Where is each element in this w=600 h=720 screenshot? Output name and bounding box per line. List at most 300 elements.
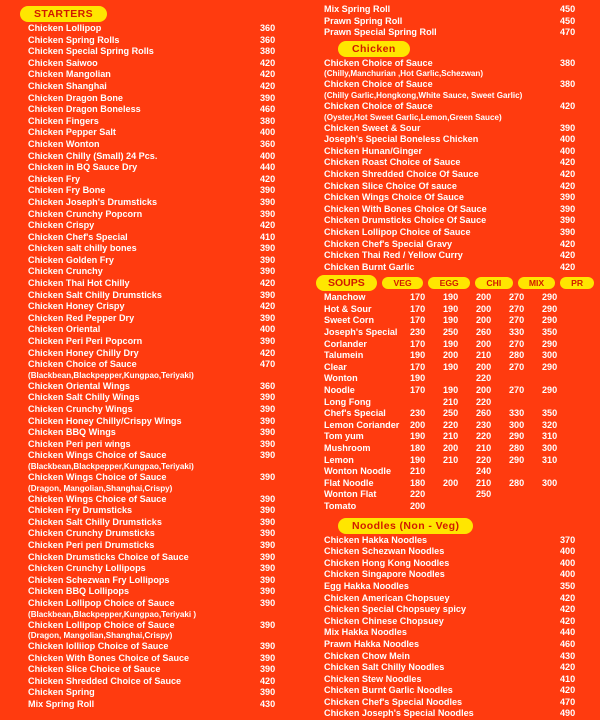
menu-item-name: Chicken Red Pepper Dry [28,312,135,323]
section-header-starters: STARTERS [20,6,107,22]
soup-price [542,489,572,501]
menu-item-row [302,134,594,146]
menu-item-price: 390 [260,597,276,608]
soup-price [542,373,572,385]
soup-name: Wonton Noodle [324,466,392,477]
menu-item-row [302,616,594,628]
menu-item-row [6,104,294,116]
menu-item-row [6,641,294,653]
soup-price: 270 [509,385,525,396]
menu-item-row [6,586,294,598]
menu-item-price: 420 [260,80,276,91]
menu-item-price: 390 [260,208,276,219]
menu-item-price: 400 [560,557,576,568]
menu-item-row [302,204,594,216]
menu-item-name: Chicken Spring Rolls [28,34,120,45]
menu-item-row [6,552,294,564]
menu-item-price: 420 [260,220,276,231]
menu-item-row [6,505,294,517]
menu-item-name: Chicken Wings Choice of Sauce [28,450,167,461]
menu-item-name: Chicken Hong Kong Noodles [324,557,450,568]
menu-item-name: Chicken Drumsticks Choice of Sauce [28,551,189,562]
soup-name: Long Fong [324,396,371,407]
menu-item-row [6,416,294,428]
menu-item-row [6,472,294,484]
soup-price: 200 [476,361,492,372]
soup-price: 220 [476,373,492,384]
menu-item-price: 390 [260,528,276,539]
menu-item-name: Chicken Hunan/Ginger [324,145,423,156]
soup-price: 270 [509,338,525,349]
menu-item-name: Chicken With Bones Choice Of Sauce [324,203,487,214]
soups-col-chi: CHI [475,277,513,289]
menu-item-price: 400 [560,145,576,156]
menu-item-row [302,16,594,28]
soup-price: 270 [509,315,525,326]
menu-item-row [6,699,294,711]
menu-item-name: Chicken Chef's Special Noodles [324,696,463,707]
menu-item-row [302,157,594,169]
menu-item-row [6,232,294,244]
soup-price: 230 [410,408,426,419]
soups-col-pr: PR [560,277,594,289]
menu-item-row [302,239,594,251]
menu-item-price: 390 [260,586,276,597]
menu-item-row [302,651,594,663]
menu-item-name: Chicken salt chilly bones [28,243,137,254]
menu-item-name: Chicken Fry Bone [28,185,106,196]
menu-item-name: Chicken Choice of Sauce [324,100,433,111]
soup-name: Tom yum [324,431,364,442]
menu-item-row [302,58,594,70]
soup-price: 330 [509,327,525,338]
menu-item-row [6,575,294,587]
menu-item-row [302,546,594,558]
menu-item-note: (Blackbean,Blackpepper,Kungpao,Teriyaki) [28,370,194,380]
soup-row [302,350,594,362]
soup-price [443,466,476,478]
soup-price: 170 [410,303,426,314]
soup-price [509,489,542,501]
menu-item-price: 380 [260,46,276,57]
soup-price: 280 [509,443,525,453]
menu-item-price: 440 [560,627,576,638]
soup-price: 290 [542,338,558,349]
soup-price: 190 [443,292,459,303]
menu-item-name: Chicken Crunchy [28,266,103,277]
soup-price: 190 [443,385,459,396]
soup-price: 200 [476,315,492,326]
menu-columns [6,4,594,720]
menu-item-name: Mix Spring Roll [28,699,95,710]
soup-price: 270 [509,303,525,314]
soup-row [302,362,594,374]
menu-item-note: (Chilly,Manchurian ,Hot Garlic,Schezwan) [324,69,484,79]
soup-price: 310 [542,454,558,465]
spring-rolls-list [302,4,594,39]
soup-price: 190 [443,338,459,349]
soup-price: 220 [476,431,492,442]
menu-item-row [302,101,594,113]
menu-item-name: Chicken Chef's Special [28,231,128,242]
menu-item-name: Chicken Oriental [28,324,101,335]
menu-item-row [6,381,294,393]
menu-item-price: 390 [260,516,276,527]
menu-item-name: Chicken Golden Fry [28,254,114,265]
menu-item-price: 400 [560,546,576,557]
menu-item-price: 460 [560,638,576,649]
menu-item-price: 390 [260,551,276,562]
soup-price: 230 [410,327,426,338]
menu-item-price: 390 [260,312,276,323]
right-column [302,4,594,720]
menu-item-price: 470 [560,27,576,38]
menu-item-row [302,250,594,262]
soup-price: 190 [410,350,426,361]
menu-item-price: 420 [560,685,576,696]
menu-item-row [6,676,294,688]
menu-item-row [6,46,294,58]
menu-item-name: Chicken Crunchy Drumsticks [28,528,155,539]
menu-item-row [6,427,294,439]
menu-item-price: 410 [560,673,576,684]
soup-price: 330 [509,408,525,419]
menu-item-name: Chicken Salt Chilly Drumsticks [28,516,162,527]
menu-item-price: 390 [260,664,276,675]
soup-price: 190 [410,431,426,442]
menu-item-name: Chicken Mangolian [28,69,111,80]
menu-item-price: 420 [560,615,576,626]
menu-item-row [6,185,294,197]
soup-price: 180 [410,443,426,453]
menu-item-row [6,174,294,186]
soup-price: 210 [443,431,459,442]
menu-item-name: Chicken Fry [28,173,81,184]
soup-price [443,501,476,513]
menu-item-row [6,517,294,529]
menu-item-price: 390 [260,619,276,630]
soup-price: 220 [443,419,459,430]
menu-item-row [6,116,294,128]
soup-price: 250 [443,327,459,338]
menu-item-row [6,348,294,360]
soup-name: Lemon Coriander [324,419,400,430]
soup-row [302,420,594,432]
menu-item-price: 390 [260,92,276,103]
menu-item-row [6,127,294,139]
menu-item-name: Chicken Chilly (Small) 24 Pcs. [28,150,158,161]
menu-item-name: Chicken Peri Peri Popcorn [28,336,143,347]
menu-item-row [6,687,294,699]
menu-item-name: Egg Hakka Noodles [324,580,409,591]
menu-item-price: 380 [560,79,576,90]
menu-item-price: 400 [260,324,276,335]
menu-item-note: (Dragon, Mangolian,Shanghai,Crispy) [28,631,173,641]
soup-name: Clear [324,361,347,372]
soup-name: Chef's Special [324,408,386,419]
menu-item-row [302,79,594,91]
soup-price [509,397,542,409]
soup-name: Sweet Corn [324,315,375,326]
menu-item-price: 420 [260,278,276,289]
menu-item-row [6,209,294,221]
menu-item-row [6,653,294,665]
menu-item-row [302,123,594,135]
menu-item-row [6,359,294,371]
soups-col-veg: VEG [382,277,424,289]
menu-item-name: Chicken Crispy [28,220,95,231]
menu-item-row [302,181,594,193]
menu-item-name: Chicken Singapore Noodles [324,569,445,580]
menu-item-price: 390 [260,404,276,414]
menu-item-name: Chicken Hakka Noodles [324,534,428,545]
menu-item-name: Prawn Spring Roll [324,15,403,26]
section-header-noodles: Noodles (Non - Veg) [338,518,473,534]
soup-name: Manchow [324,292,366,303]
menu-item-name: Chicken Oriental Wings [28,380,130,391]
soup-price [410,397,443,409]
menu-item-price: 420 [560,592,576,603]
soup-price [443,489,476,501]
soups-list [302,292,594,512]
menu-item-name: Chicken Crunchy Lollipops [28,563,146,574]
menu-item-price: 420 [560,100,576,111]
menu-item-row [6,528,294,540]
menu-item-row [6,23,294,35]
menu-item-price: 390 [560,226,576,237]
soups-header-row [302,275,594,291]
soup-price: 200 [443,350,459,361]
menu-item-name: Chicken Burnt Garlic Noodles [324,685,453,696]
soup-price: 290 [542,315,558,326]
soup-name: Flat Noodle [324,477,374,488]
soup-row [302,501,594,513]
menu-item-row [6,664,294,676]
soup-name: Mushroom [324,443,371,453]
menu-item-price: 400 [260,127,276,138]
menu-item-price: 390 [260,574,276,585]
noodles-list [302,535,594,720]
menu-item-row [302,581,594,593]
menu-item-name: Chicken Special Spring Rolls [28,46,154,57]
menu-item-name: Chicken Shredded Choice Of Sauce [324,168,479,179]
menu-item-name: Chicken Fingers [28,115,99,126]
menu-item-name: Chicken BBQ Wings [28,427,116,438]
menu-item-price: 360 [260,23,276,33]
soup-price: 220 [476,396,492,407]
soup-name: Hot & Sour [324,303,372,314]
menu-item-price: 390 [260,493,276,504]
menu-item-name: Chicken Salt Chilly Wings [28,392,140,403]
soup-price: 250 [443,408,459,419]
menu-item-row [302,227,594,239]
menu-item-name: Chicken Chow Mein [324,650,410,661]
menu-item-name: Chicken Saiwoo [28,57,98,68]
menu-item-name: Chicken Peri peri Drumsticks [28,539,155,550]
menu-item-row [6,278,294,290]
soup-price: 200 [476,292,492,303]
menu-item-row [6,598,294,610]
soup-price: 270 [509,361,525,372]
menu-item-price: 470 [260,359,276,370]
menu-item-row [6,81,294,93]
menu-item-name: Chicken lolliiop Choice of Sauce [28,641,169,652]
menu-item-row [6,620,294,632]
menu-item-note: (Chilly Garlic,Hongkong,White Sauce, Sweet Garlic) [324,90,523,100]
soup-price: 290 [509,454,525,465]
menu-item-price: 390 [260,185,276,196]
menu-item-name: Chicken Lollipop Choice of Sauce [28,619,175,630]
menu-item-name: Chicken Salt Chilly Noodles [324,662,445,673]
menu-item-row [302,697,594,709]
menu-item-price: 390 [260,415,276,426]
soup-price: 200 [443,443,459,453]
soup-price [542,466,572,478]
menu-item-price: 440 [260,162,276,173]
menu-item-price: 420 [560,261,576,272]
menu-item-row [302,4,594,16]
menu-item-price: 410 [260,231,276,242]
menu-item-price: 360 [260,138,276,149]
menu-item-price: 380 [560,57,576,68]
menu-item-price: 390 [260,641,276,652]
soup-price: 300 [542,350,558,361]
menu-item-row [6,290,294,302]
menu-item-row [302,674,594,686]
soup-price: 290 [509,431,525,442]
menu-item-note: (Dragon, Mangolian,Shanghai,Crispy) [28,483,173,493]
soup-price: 200 [476,338,492,349]
soup-price: 290 [542,385,558,396]
soup-price [542,397,572,409]
menu-item-name: Chicken in BQ Sauce Dry [28,162,138,173]
soup-price: 320 [542,419,558,430]
soup-row [302,431,594,443]
soup-price: 170 [410,361,426,372]
soup-name: Tomato [324,500,357,511]
menu-item-price: 390 [260,471,276,482]
menu-item-name: Chicken Thai Red / Yellow Curry [324,250,463,261]
menu-item-name: Chicken With Bones Choice of Sauce [28,652,190,663]
section-header-soups: SOUPS [316,275,377,291]
menu-item-name: Chicken Wings Choice Of Sauce [324,192,464,203]
menu-item-name: Chicken Dragon Boneless [28,104,141,115]
soup-price: 200 [410,419,426,430]
menu-item-price: 420 [560,250,576,261]
menu-item-row [302,604,594,616]
menu-item-price: 470 [560,696,576,707]
soup-price: 310 [542,431,558,442]
menu-item-row [6,151,294,163]
soup-row [302,466,594,478]
menu-item-price: 390 [260,450,276,461]
soup-price [443,373,476,385]
soup-price: 300 [509,419,525,430]
soup-price: 300 [542,477,558,488]
menu-item-name: Chicken Lollipop [28,23,102,33]
menu-item-row [6,404,294,416]
left-column [6,4,294,720]
menu-item-row [302,146,594,158]
menu-item-price: 390 [260,652,276,663]
menu-item-price: 420 [560,238,576,249]
menu-item-name: Chicken Lollipop Choice of Sauce [28,597,175,608]
menu-item-price: 360 [260,380,276,391]
soup-price: 210 [410,466,426,477]
soup-price: 350 [542,327,558,338]
menu-item-name: Chicken Schezwan Noodles [324,546,445,557]
menu-item-price: 390 [260,563,276,574]
menu-item-row [6,93,294,105]
menu-item-price: 420 [260,347,276,358]
menu-item-price: 420 [560,168,576,179]
soup-row [302,489,594,501]
menu-item-price: 460 [260,104,276,115]
soup-row [302,339,594,351]
menu-item-name: Chicken Slice Choice of Sauce [28,664,161,675]
menu-item-price: 420 [560,662,576,673]
menu-item-price: 390 [560,192,576,203]
soup-name: Wonton Flat [324,489,377,500]
menu-item-name: Chicken Spring [28,687,95,698]
menu-item-price: 390 [560,203,576,214]
menu-item-row [302,215,594,227]
menu-item-name: Prawn Special Spring Roll [324,27,437,38]
menu-item-row [302,535,594,547]
menu-item-row [6,301,294,313]
soup-price: 260 [476,327,492,338]
soup-row [302,304,594,316]
menu-item-row [6,255,294,267]
menu-item-row [302,685,594,697]
menu-item-row [6,336,294,348]
soup-price: 300 [542,443,558,453]
menu-item-price: 420 [260,301,276,312]
menu-item-row [6,324,294,336]
menu-item-row [6,162,294,174]
menu-item-price: 390 [260,438,276,449]
section-header-chicken: Chicken [338,41,410,57]
soup-price: 290 [542,361,558,372]
menu-item-name: Chicken Honey Crispy [28,301,125,312]
menu-item-row [302,262,594,274]
menu-item-price: 390 [260,505,276,516]
menu-item-price: 420 [560,180,576,191]
menu-item-row [6,313,294,325]
menu-item-name: Chicken Chef's Special Gravy [324,238,453,249]
soup-price: 210 [476,477,492,488]
soup-price: 190 [443,303,459,314]
soup-price: 170 [410,315,426,326]
menu-item-row [302,593,594,605]
soup-price: 240 [476,466,492,477]
menu-item-name: Mix Spring Roll [324,4,391,14]
soup-name: Lemon [324,454,354,465]
menu-item-row [302,662,594,674]
menu-item-row [6,392,294,404]
menu-item-price: 390 [260,392,276,403]
menu-item-name: Chicken Joseph's Drumsticks [28,196,158,207]
menu-item-name: Chicken Salt Chilly Drumsticks [28,289,162,300]
menu-item-row [6,197,294,209]
menu-item-row [6,266,294,278]
soup-price: 230 [476,419,492,430]
menu-item-name: Chicken Wings Choice of Sauce [28,493,167,504]
soup-price: 290 [542,303,558,314]
soups-col-mix: MIX [518,277,556,289]
soup-price: 260 [476,408,492,419]
soup-price: 170 [410,292,426,303]
